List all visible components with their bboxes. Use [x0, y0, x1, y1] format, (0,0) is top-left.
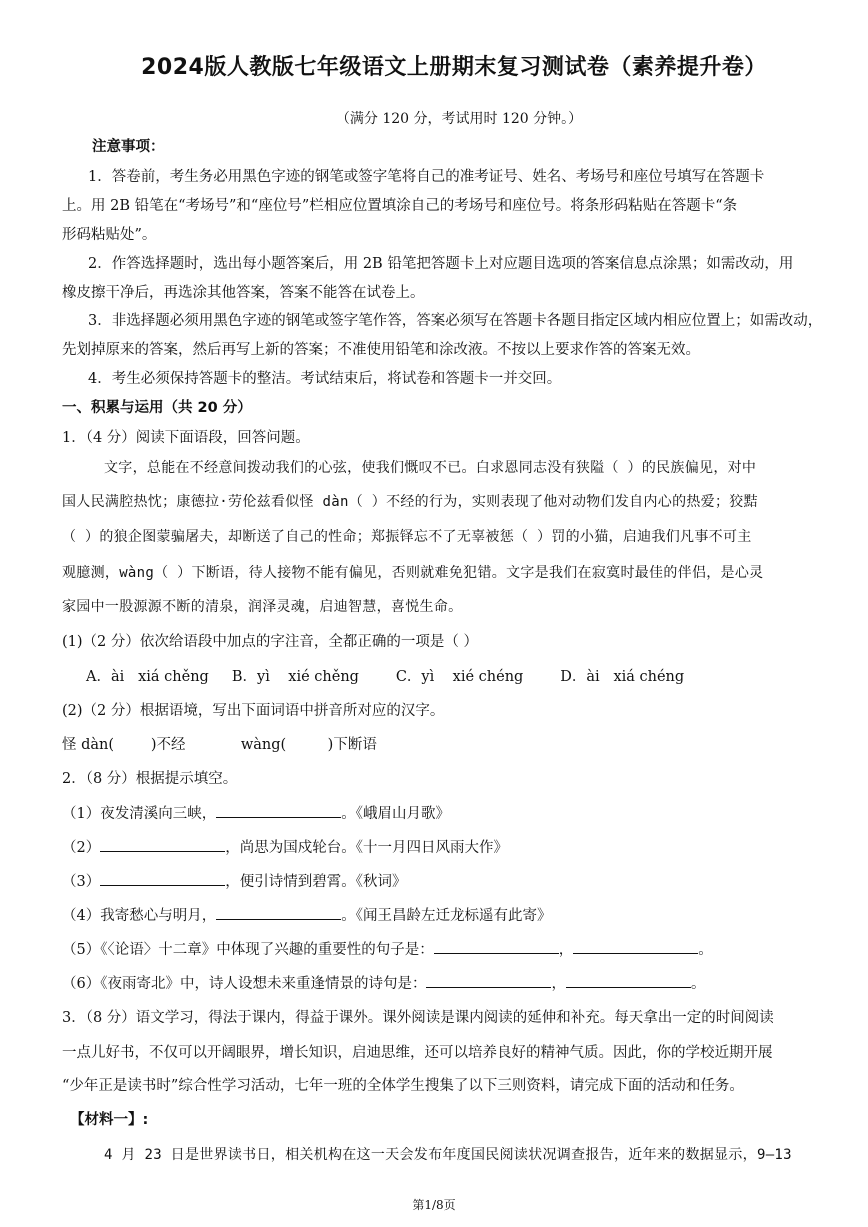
- question-3-line: 一点儿好书，不仅可以开阔眼界，增长知识，启迪思维，还可以培养良好的精神气质。因此，你的学校近期开展: [62, 1045, 773, 1061]
- notice-line: 橡皮擦干净后，再选涂其他答案，答案不能答在试卷上。: [62, 285, 425, 301]
- question-2-item: （6）《夜雨寄北》中，诗人设想未来重逢情景的诗句是： ， 。: [62, 973, 812, 994]
- answer-blank[interactable]: [100, 837, 225, 852]
- document-subtitle: （满分 120 分，考试用时 120 分钟。）: [335, 111, 583, 127]
- answer-blank[interactable]: [426, 973, 551, 988]
- passage-line: 国人民满腔热忱；康德拉·劳伦兹看似怪 dàn（ ）不经的行为，实则表现了他对动物们发自内心的热爱；狡黠: [62, 494, 758, 510]
- question-1-1: (1)（2 分）依次给语段中加点的字注音，全都正确的一项是（ ）: [62, 634, 478, 650]
- section-heading: 一、积累与运用（共 20 分）: [62, 400, 252, 416]
- passage-line: 文字，总能在不经意间拨动我们的心弦，使我们慨叹不已。白求恩同志没有狭隘（ ）的民族偏见，对中: [104, 460, 757, 476]
- passage-line: （ ）的狼企图蒙骗屠夫，却断送了自己的性命；郑振铎忘不了无辜被惩（ ）罚的小猫，启迪我们凡事不可主: [62, 529, 752, 545]
- question-2-item: （1）夜发清溪向三峡， 。《峨眉山月歌》: [62, 803, 812, 824]
- page-number: 第1/8页: [412, 1198, 456, 1212]
- notice-line: 2．作答选择题时，选出每小题答案后，用 2B 铅笔把答题卡上对应题目选项的答案信息点涂黑；如需改动，用: [88, 256, 794, 272]
- notice-heading: 注意事项：: [92, 139, 165, 155]
- question-1-stem: 1．（4 分）阅读下面语段，回答问题。: [62, 430, 310, 446]
- material-heading: 【材料一】:: [70, 1112, 149, 1128]
- answer-blank[interactable]: [216, 905, 341, 920]
- question-2-item: （4）我寄愁心与明月， 。《闻王昌龄左迁龙标遥有此寄》: [62, 905, 812, 926]
- question-2-stem: 2．（8 分）根据提示填空。: [62, 771, 238, 787]
- question-2-item: （3） ，便引诗情到碧霄。《秋词》: [62, 871, 812, 892]
- question-3-line: 3．（8 分）语文学习，得法于课内，得益于课外。课外阅读是课内阅读的延伸和补充。每天拿出一定的时间阅读: [62, 1010, 774, 1026]
- document-title: 2024版人教版七年级语文上册期末复习测试卷（素养提升卷）: [141, 55, 767, 80]
- notice-line: 先划掉原来的答案，然后再写上新的答案；不准使用铅笔和涂改液。不按以上要求作答的答案无效。: [62, 342, 700, 358]
- answer-blank[interactable]: [100, 871, 225, 886]
- question-3-line: “少年正是读书时”综合性学习活动，七年一班的全体学生搜集了以下三则资料，请完成下面的活动和任务。: [62, 1078, 744, 1094]
- notice-line: 形码粘贴处”。: [62, 227, 157, 243]
- notice-line: 4．考生必须保持答题卡的整洁。考试结束后，将试卷和答题卡一并交回。: [88, 371, 562, 387]
- material-text: 4 月 23 日是世界读书日，相关机构在这一天会发布年度国民阅读状况调查报告，近年来的数据显示，9—13: [104, 1147, 792, 1163]
- question-1-1-options: A．ài xiá chěng B．yì xié chěng C．yì xié chéng D．ài xiá chéng: [86, 669, 685, 685]
- passage-line: 观臆测，wàng（ ）下断语，待人接物不能有偏见，否则就难免犯错。文字是我们在寂寞时最佳的伴侣，是心灵: [62, 565, 764, 581]
- question-1-2: (2)（2 分）根据语境，写出下面词语中拼音所对应的汉字。: [62, 703, 445, 719]
- answer-blank[interactable]: [434, 939, 559, 954]
- answer-blank[interactable]: [216, 803, 341, 818]
- notice-line: 3．非选择题必须用黑色字迹的钢笔或签字笔作答，答案必须写在答题卡各题目指定区域内相应位置上；如需改动，: [88, 313, 823, 329]
- question-1-2-fill: 怪 dàn( )不经 wàng( )下断语: [62, 737, 377, 753]
- passage-line: 家园中一股源源不断的清泉，润泽灵魂，启迪智慧，喜悦生命。: [62, 599, 463, 615]
- answer-blank[interactable]: [573, 939, 698, 954]
- question-2-item: （2） ，尚思为国戍轮台。《十一月四日风雨大作》: [62, 837, 812, 858]
- notice-line: 上。用 2B 铅笔在“考场号”和“座位号”栏相应位置填涂自己的考场号和座位号。将条形码粘贴在答题卡“条: [62, 198, 738, 214]
- answer-blank[interactable]: [566, 973, 691, 988]
- notice-line: 1．答卷前，考生务必用黑色字迹的钢笔或签字笔将自己的准考证号、姓名、考场号和座位号填写在答题卡: [88, 169, 765, 185]
- question-2-item: （5）《〈论语〉十二章》中体现了兴趣的重要性的句子是： ， 。: [62, 939, 812, 960]
